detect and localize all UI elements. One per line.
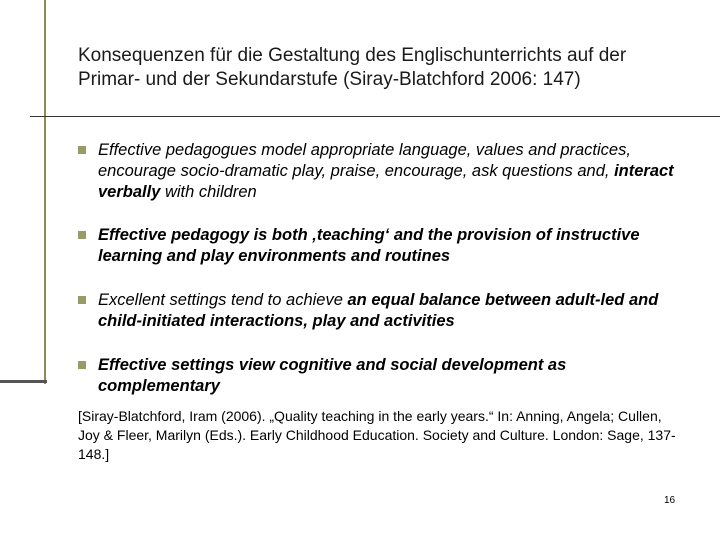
bullet-text-part: Excellent settings tend to achieve — [98, 291, 348, 309]
bullet-text — [78, 290, 678, 332]
bullet-item — [78, 355, 678, 397]
bullet-text-part: Effective pedagogues model appropriate language, values and practices, encourage socio-dramatic play, praise, encourage, ask questions and, — [98, 141, 631, 180]
left-accent-line — [44, 0, 46, 384]
title-divider — [30, 116, 720, 117]
bullet-text: Effective pedagogy is both ‚teaching‘ and the provision of instructive learning and play environments and routines — [98, 226, 640, 265]
bullet-text — [78, 140, 678, 203]
bullet-text: Effective settings view cognitive and social development as complementary — [98, 356, 567, 395]
slide-title-line-2: Primar- und der Sekundarstufe (Siray-Blatchford 2006: 147) — [78, 69, 581, 90]
reference-citation: [Siray-Blatchford, Iram (2006). „Quality teaching in the early years.“ In: Anning, Angela; Cullen, Joy & Fleer, Marilyn (Eds.). Early Childhood Education. Society and Culture. London: Sage, 137-148.] — [78, 408, 676, 462]
left-stub-bar — [0, 380, 47, 383]
slide-title-line-1: Konsequenzen für die Gestaltung des Englischunterrichts auf der — [78, 45, 627, 66]
bullet-text-part: with children — [160, 183, 257, 201]
bullet-item — [78, 225, 678, 267]
slide-title — [78, 44, 698, 92]
page-number: 16 — [664, 495, 676, 506]
bullet-square-icon — [78, 361, 86, 369]
bullet-item — [78, 140, 678, 203]
bullet-square-icon — [78, 146, 86, 154]
bullet-square-icon — [78, 231, 86, 239]
bullet-text-bold: an equal balance between adult-led and child-initiated interactions, play and activities — [98, 291, 659, 330]
bullet-text-bold: interact verbally — [98, 162, 674, 201]
bullet-square-icon — [78, 296, 86, 304]
bullet-item — [78, 290, 678, 332]
